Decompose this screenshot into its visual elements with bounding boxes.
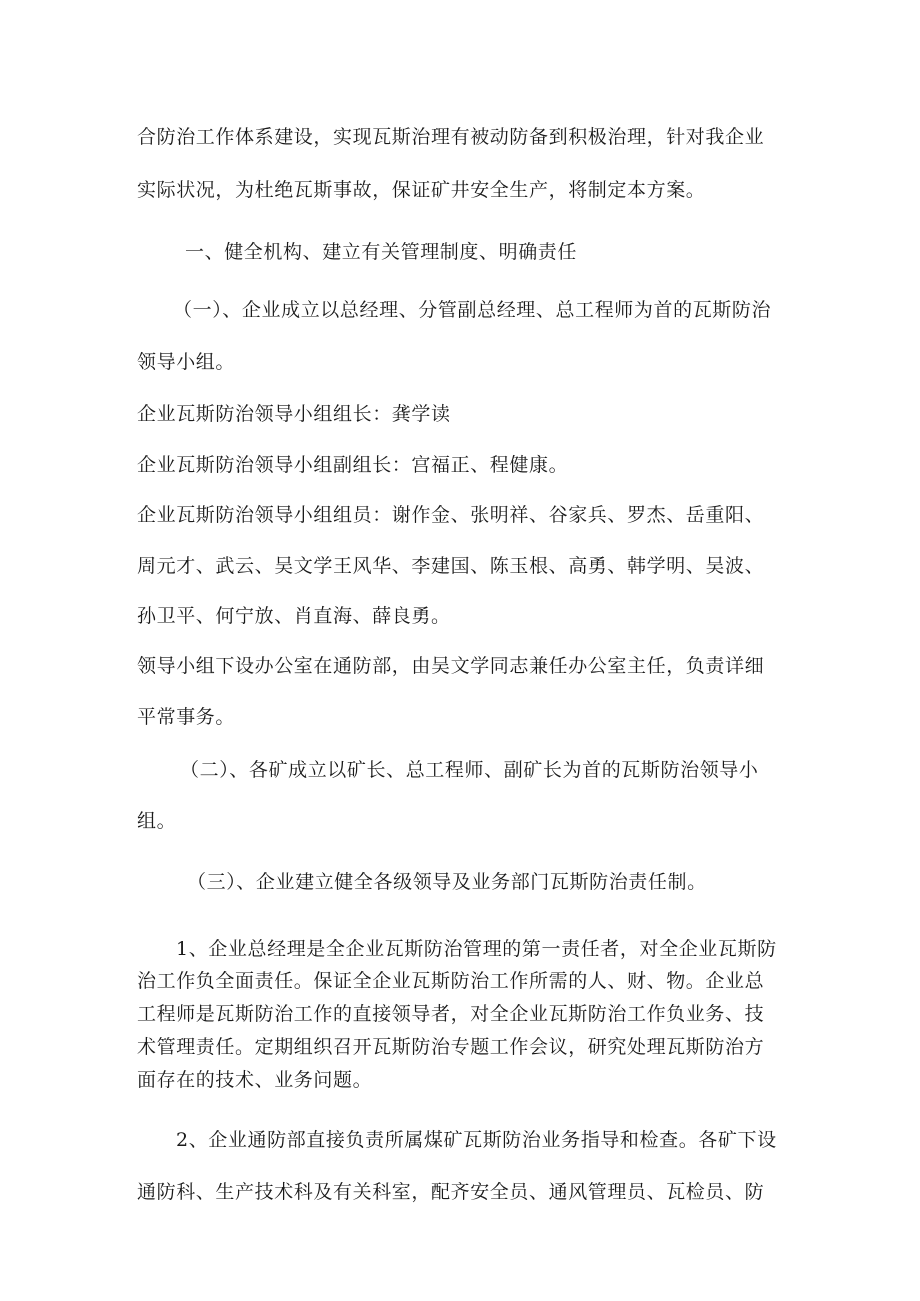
section-heading: 一、健全机构、建立有关管理制度、明确责任 (185, 241, 578, 263)
text-line: 周元才、武云、吴文学王风华、李建国、陈玉根、高勇、韩学明、吴波、 (137, 555, 765, 577)
text-line: 通防科、生产技术科及有关科室，配齐安全员、通风管理员、瓦检员、防 (137, 1181, 765, 1203)
text-line: 面存在的技术、业务问题。 (137, 1069, 373, 1091)
text-line: 领导小组下设办公室在通防部，由吴文学同志兼任办公室主任，负责详细 (137, 655, 765, 677)
text-line: 2、企业通防部直接负责所属煤矿瓦斯防治业务指导和检查。各矿下设 (176, 1129, 777, 1151)
text-line: 企业瓦斯防治领导小组副组长：宫福正、程健康。 (137, 454, 569, 476)
text-line: 领导小组。 (137, 351, 236, 373)
text-line: 企业瓦斯防治领导小组组长：龚学读 (137, 403, 451, 425)
text-line: （一）、企业成立以总经理、分管副总经理、总工程师为首的瓦斯防治 (173, 299, 772, 321)
text-line: 工程师是瓦斯防治工作的直接领导者，对全企业瓦斯防治工作负业务、技 (137, 1003, 765, 1025)
text-line: 1、企业总经理是全企业瓦斯防治管理的第一责任者，对全企业瓦斯防 (176, 938, 777, 960)
text-line: 治工作负全面责任。保证全企业瓦斯防治工作所需的人、财、物。企业总 (137, 970, 765, 992)
text-line: 组。 (137, 810, 177, 832)
text-line: （二）、各矿成立以矿长、总工程师、副矿长为首的瓦斯防治领导小 (180, 759, 759, 781)
text-line: 企业瓦斯防治领导小组组员：谢作金、张明祥、谷家兵、罗杰、岳重阳、 (137, 504, 765, 526)
text-line: 合防治工作体系建设，实现瓦斯治理有被动防备到积极治理，针对我企业 (137, 126, 765, 148)
text-line: 术管理责任。定期组织召开瓦斯防治专题工作会议，研究处理瓦斯防治方 (137, 1036, 765, 1058)
text-line: 实际状况，为杜绝瓦斯事故，保证矿井安全生产，将制定本方案。 (137, 179, 706, 201)
text-line: （三）、企业建立健全各级领导及业务部门瓦斯防治责任制。 (187, 871, 707, 893)
text-line: 平常事务。 (137, 706, 236, 728)
text-line: 孙卫平、何宁放、肖直海、薛良勇。 (137, 605, 451, 627)
